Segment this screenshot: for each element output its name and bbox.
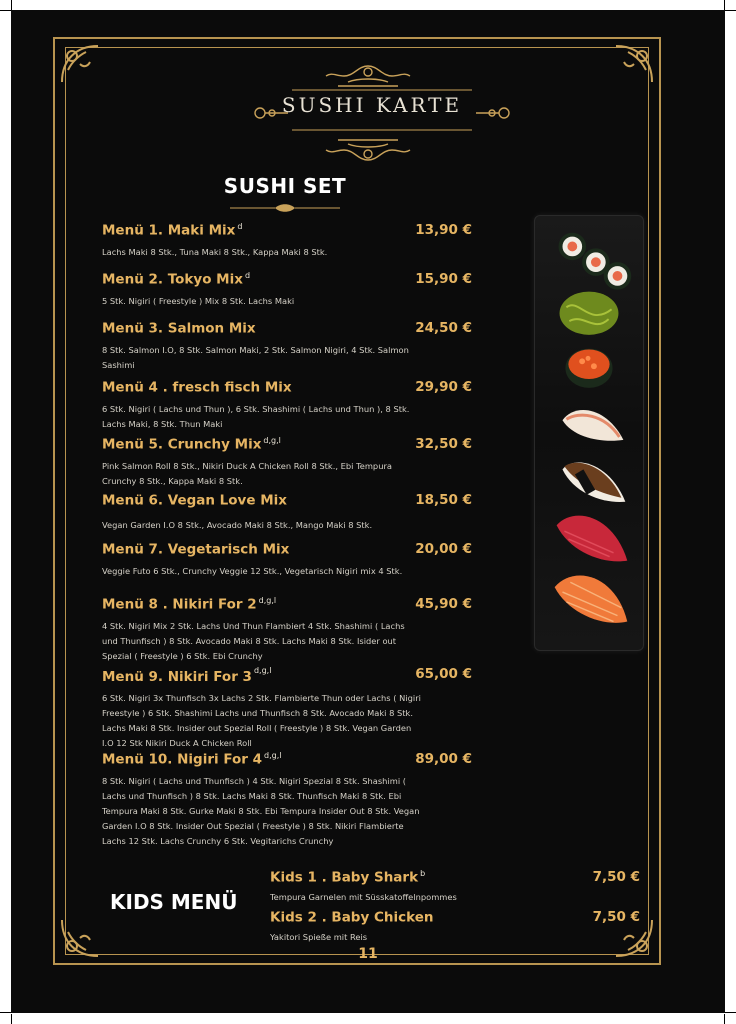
item-price: 7,50 € — [592, 909, 640, 925]
item-price: 89,00 € — [415, 751, 472, 767]
item-price: 18,50 € — [415, 492, 472, 508]
crop-mark — [11, 1014, 12, 1024]
item-description: Lachs Maki 8 Stk., Tuna Maki 8 Stk., Kappa Maki 8 Stk. — [102, 246, 328, 257]
eel-nigiri-icon — [562, 462, 625, 502]
header-right-ornament-icon — [474, 104, 514, 122]
item-allergens: d — [237, 222, 243, 231]
item-name: Menü 1. Maki Mix $^d$ — [102, 222, 243, 239]
item-price: 65,00 € — [415, 666, 472, 682]
item-description: 4 Stk. Nigiri Mix 2 Stk. Lachs Und Thun Flambiert 4 Stk. Shashimi ( Lachs und Thunfisch ) 8 Stk. Avocado Maki 8 Stk. Lachs Maki 8 Stk. Isider out Spezial ( Freestyle ) 6 Stk. Ebi Crunchy — [102, 620, 405, 661]
item-price: 45,90 € — [415, 596, 472, 612]
item-description: Yakitori Spieße mit Reis — [270, 931, 368, 942]
item-description: Pink Salmon Roll 8 Stk., Nikiri Duck A Chicken Roll 8 Stk., Ebi Tempura Crunchy 8 Stk., Kappa Maki 8 Stk. — [102, 460, 392, 486]
item-description: 6 Stk. Nigiri 3x Thunfisch 3x Lachs 2 Stk. Flambierte Thun oder Lachs ( Nigiri Freestyle ) 6 Stk. Shashimi Lachs und Thunfisch 8 Stk. Avocado Maki 8 Stk. Lachs Maki 8 Stk. Insider out Spezial Roll ( Freestyle ) 8 Stk. Vegan Garden I.O 12 Stk Nikiri Duck A Chicken Roll — [102, 693, 421, 748]
crop-mark — [11, 0, 12, 10]
item-price: 20,00 € — [415, 541, 472, 557]
menu-item — [102, 436, 472, 489]
item-name: Menü 10. Nigiri For 4 $^{d,g,l}$ — [102, 751, 282, 768]
seaweed-salad-icon — [560, 292, 619, 335]
item-description: 5 Stk. Nigiri ( Freestyle ) Mix 8 Stk. Lachs Maki — [102, 295, 295, 306]
menu-item — [102, 541, 472, 579]
item-price: 15,90 € — [415, 271, 472, 287]
item-allergens: d,g,l — [258, 596, 277, 605]
item-description: Tempura Garnelen mit Süsskatoffelnpommes — [270, 891, 457, 902]
header-bottom-ornament-icon — [318, 134, 418, 164]
maki-roll-icon — [561, 235, 630, 288]
section-divider-icon — [230, 203, 340, 213]
header-rule — [292, 127, 472, 133]
item-name: Menü 5. Crunchy Mix $^{d,g,l}$ — [102, 436, 281, 453]
item-description: 8 Stk. Salmon I.O, 8 Stk. Salmon Maki, 2 Stk. Salmon Nigiri, 4 Stk. Salmon Sashimi — [102, 344, 409, 370]
item-name: Menü 4 . fresch fisch Mix — [102, 379, 292, 396]
menu-item — [102, 666, 472, 751]
section-title: SUSHI SET — [223, 174, 347, 198]
item-allergens: d,g,l — [253, 666, 272, 675]
item-price: 13,90 € — [415, 222, 472, 238]
crop-mark — [724, 0, 725, 10]
menu-header-title: SUSHI KARTE — [281, 93, 463, 117]
item-name: Menü 8 . Nikiri For 2 $^{d,g,l}$ — [102, 596, 277, 613]
item-name: Menü 9. Nikiri For 3 $^{d,g,l}$ — [102, 666, 272, 685]
menu-item — [102, 751, 472, 849]
item-name: Kids 1 . Baby Shark $^b$ — [270, 869, 426, 886]
item-price: 32,50 € — [415, 436, 472, 452]
item-allergens: d,g,l — [264, 751, 282, 760]
corner-ornament-icon — [58, 900, 118, 960]
item-allergens: d,g,l — [263, 436, 281, 445]
menu-item — [102, 271, 472, 309]
item-price: 7,50 € — [592, 869, 640, 885]
item-name: Menü 7. Vegetarisch Mix — [102, 541, 290, 558]
kids-menu-title: KIDS MENÜ — [110, 890, 238, 914]
page-number: 11 — [358, 946, 378, 962]
item-description: 8 Stk. Nigiri ( Lachs und Thunfisch ) 4 Stk. Nigiri Spezial 8 Stk. Shashimi ( Lachs und Thunfisch ) 8 Stk. Lachs Maki 8 Stk. Thunfisch Maki 8 Stk. Ebi Tempura Maki 8 Stk. Gurke Maki 8 Stk. Ebi Tempura Insider Out 8 Stk. Vegan Garden I.O 8 Stk. Insider Out Spezial ( Freestyle ) 8 Stk. Nikiri Flambierte Lachs 12 Stk. Lachs Crunchy 6 Stk. Vegitarichs Crunchy — [102, 775, 420, 846]
item-name: Menü 2. Tokyo Mix $^d$ — [102, 271, 251, 288]
menu-item — [102, 492, 472, 533]
shrimp-nigiri-icon — [562, 410, 623, 441]
menu-item — [102, 379, 472, 432]
kids-menu-item — [270, 909, 640, 945]
item-description: Vegan Garden I.O 8 Stk., Avocado Maki 8 Stk., Mango Maki 8 Stk. — [102, 519, 373, 530]
crop-mark — [724, 1014, 725, 1024]
corner-ornament-icon — [596, 42, 656, 102]
item-description: 6 Stk. Nigiri ( Lachs und Thun ), 6 Stk. Shashimi ( Lachs und Thun ), 8 Stk. Lachs Maki, 8 Stk. Thun Maki — [102, 403, 410, 429]
tuna-nigiri-icon — [557, 516, 628, 562]
menu-item — [102, 596, 472, 664]
item-name: Menü 6. Vegan Love Mix — [102, 492, 287, 509]
item-price: 29,90 € — [415, 379, 472, 395]
item-price: 24,50 € — [415, 320, 472, 336]
kids-menu-item — [270, 869, 640, 905]
menu-item — [102, 320, 472, 373]
salmon-nigiri-icon — [555, 576, 628, 623]
salmon-roe-gunkan-icon — [565, 349, 612, 388]
item-name: Kids 2 . Baby Chicken — [270, 909, 434, 926]
item-allergens: d — [244, 271, 251, 280]
item-allergens: b — [420, 869, 426, 878]
item-description: Veggie Futo 6 Stk., Crunchy Veggie 12 Stk., Vegetarisch Nigiri mix 4 Stk. — [102, 565, 403, 576]
sushi-platter-image — [534, 215, 644, 651]
menu-item — [102, 222, 472, 260]
item-name: Menü 3. Salmon Mix — [102, 320, 256, 337]
corner-ornament-icon — [58, 42, 118, 102]
